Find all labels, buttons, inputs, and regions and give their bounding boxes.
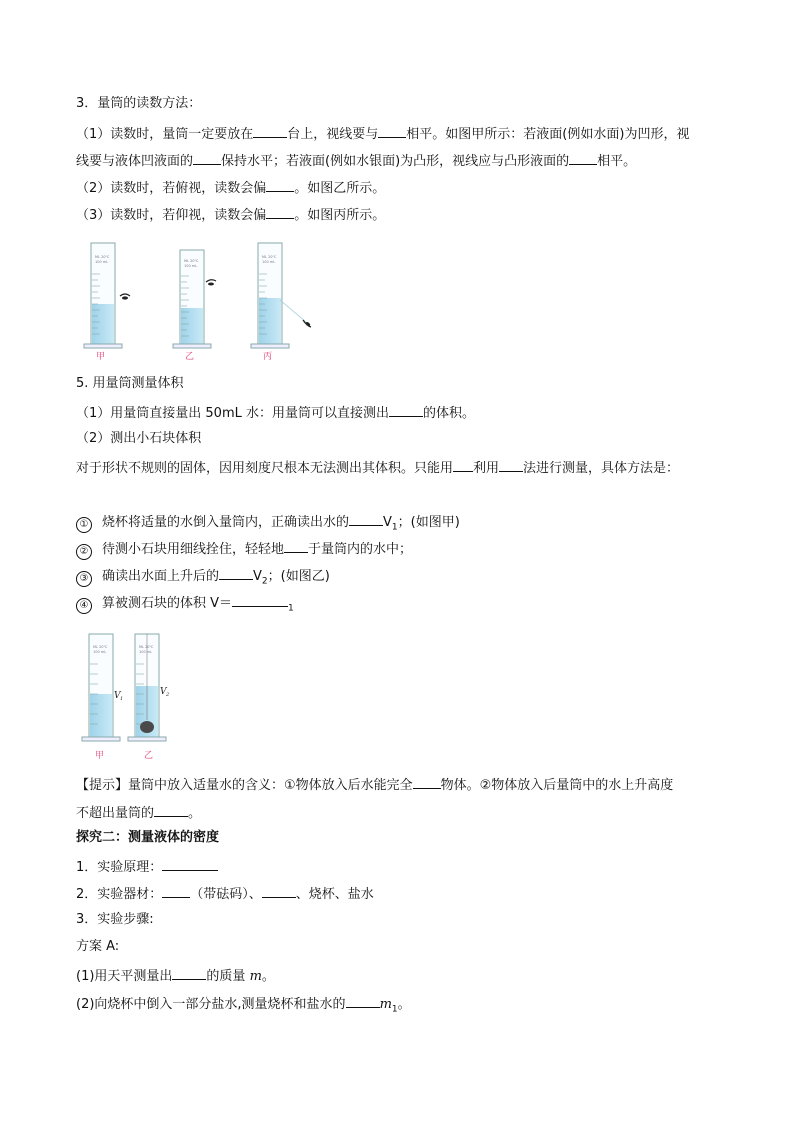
fig1-label-jia: 甲 — [96, 352, 106, 362]
eye-icon — [303, 320, 311, 327]
text: 法进行测量，具体方法是： — [523, 461, 680, 476]
text: (1)用天平测量出 — [76, 969, 173, 984]
cylinder-bing-text-1: ML 20℃ — [262, 255, 277, 259]
text: (2)向烧杯中倒入一部分盐水,测量烧杯和盐水的 — [76, 997, 346, 1012]
cylinder-yi-text-2: 100 mL — [139, 650, 153, 654]
step-number: ② — [76, 544, 92, 560]
s3-line-1 — [76, 124, 689, 143]
s3-line-3 — [76, 178, 385, 197]
cylinder-jia — [82, 634, 120, 741]
text: 。 — [261, 969, 275, 984]
text: 。如图乙所示。 — [294, 181, 386, 196]
text: 对于形状不规则的固体，因用刻度尺根本无法测出其体积。只能用 — [76, 461, 454, 476]
blank — [266, 178, 294, 192]
blank — [569, 151, 597, 165]
text: （2）读数时，若俯视，读数会偏 — [76, 181, 267, 196]
fig1-label-bing: 丙 — [263, 352, 273, 362]
eye-icon — [120, 294, 130, 300]
blank — [413, 775, 441, 789]
text: 、烧杯、盐水 — [295, 887, 374, 902]
cylinder-yi-text-2: 100 mL — [184, 264, 198, 268]
e2-a-step-2 — [76, 994, 411, 1018]
exploration-2-title: 探究二：测量液体的密度 — [76, 830, 220, 845]
text: 【提示】量筒中放入适量水的含义：①物体放入后水能完全 — [76, 778, 413, 793]
step-number: ③ — [76, 571, 92, 587]
text: V — [253, 569, 262, 584]
section-5-title: 5. 用量筒测量体积 — [76, 376, 184, 391]
text: 于量筒内的水中； — [308, 542, 413, 557]
stone — [140, 721, 154, 733]
text: 烧杯将适量的水倒入量筒内，正确读出水的 — [102, 515, 350, 530]
blank — [219, 566, 253, 580]
blank — [154, 803, 188, 817]
text: 确读出水面上升后的 — [102, 569, 220, 584]
text: m — [379, 997, 392, 1012]
text: 保持水平；若液面(例如水银面)为凸形，视线应与凸形液面的 — [221, 154, 570, 169]
s5-line-3 — [76, 458, 679, 477]
text: 。 — [188, 806, 202, 821]
e2-steps-title: 3．实验步骤: — [76, 912, 154, 927]
subscript: 1 — [391, 522, 398, 533]
cylinder-jia-text-2: 100 mL — [93, 650, 107, 654]
text: ；(如图甲) — [397, 515, 460, 530]
text: （3）读数时，若仰视，读数会偏 — [76, 208, 267, 223]
cylinder-jia-text-1: ML 20℃ — [93, 645, 108, 649]
text: （带砝码）、 — [190, 887, 262, 902]
blank — [346, 994, 380, 1008]
reading-figure — [80, 238, 340, 362]
s3-line-2 — [76, 151, 636, 170]
cylinder-jia-text-1: ML 20℃ — [95, 255, 110, 259]
text: （1）用量筒直接量出 50mL 水：用量筒可以直接测出 — [76, 406, 389, 421]
step-number: ① — [76, 517, 92, 533]
text: 。 — [397, 997, 411, 1012]
s3-line-4 — [76, 205, 385, 224]
e2-principle — [76, 857, 218, 876]
cylinder-yi-text-1: ML 20℃ — [139, 645, 154, 649]
cylinder-yi-text-1: ML 20℃ — [184, 259, 199, 263]
eye-icon — [206, 280, 216, 286]
blank — [349, 512, 383, 526]
volume-figure — [80, 628, 200, 748]
text: V — [383, 515, 392, 530]
e2-a-step-1 — [76, 966, 275, 985]
text: 的质量 — [206, 969, 250, 984]
blank — [253, 124, 287, 138]
blank — [389, 403, 423, 417]
blank — [162, 884, 190, 898]
fig2-label-yi: 乙 — [144, 751, 154, 761]
cylinder-jia — [84, 243, 122, 348]
subscript: 2 — [261, 576, 268, 587]
cylinder-bing — [251, 243, 289, 348]
blank — [266, 205, 294, 219]
s5-line-2: （2）测出小石块体积 — [76, 431, 202, 446]
subscript: 1 — [288, 603, 294, 614]
fig1-label-yi: 乙 — [185, 352, 195, 362]
v1-label-sub: 1 — [120, 696, 124, 702]
cylinder-bing-text-2: 100 mL — [262, 260, 276, 264]
blank — [262, 884, 296, 898]
text: 。如图丙所示。 — [294, 208, 386, 223]
text: 线要与液体凹液面的 — [76, 154, 194, 169]
cylinder-jia-text-2: 100 mL — [95, 260, 109, 264]
sight-line — [280, 300, 306, 322]
blank — [378, 124, 406, 138]
text: 利用 — [473, 461, 500, 476]
fig2-label-jia: 甲 — [95, 751, 105, 761]
blank — [193, 151, 221, 165]
section-3-title: 3．量筒的读数方法： — [76, 96, 202, 111]
blank — [453, 458, 473, 472]
blank — [172, 966, 206, 980]
text: 1．实验原理： — [76, 860, 163, 875]
text: 待测小石块用细线拴住，轻轻地 — [102, 542, 285, 557]
blank — [162, 857, 218, 871]
text: 算被测石块的体积 V＝ — [102, 596, 233, 611]
v2-label-sub: 2 — [166, 692, 170, 698]
e2-equipment — [76, 884, 374, 903]
step-3 — [76, 566, 330, 590]
blank — [284, 539, 308, 553]
v2-label: V — [160, 687, 167, 697]
text: 台上，视线要与 — [287, 127, 379, 142]
text: 相平。 — [597, 154, 637, 169]
text: （1）读数时，量筒一定要放在 — [76, 127, 254, 142]
text: ；(如图乙) — [267, 569, 330, 584]
step-number: ④ — [76, 598, 92, 614]
text: m — [249, 969, 262, 984]
text: 相平。如图甲所示：若液面(例如水面)为凹形，视 — [406, 127, 690, 142]
text: 2．实验器材： — [76, 887, 163, 902]
e2-plan-a: 方案 A: — [76, 939, 120, 954]
step-4 — [76, 593, 294, 617]
text: 物体。②物体放入后量筒中的水上升高度 — [440, 778, 674, 793]
step-2 — [76, 539, 412, 560]
tip-line-2 — [76, 803, 201, 822]
cylinder-yi — [173, 250, 211, 348]
text: 不超出量筒的 — [76, 806, 155, 821]
text: 的体积。 — [422, 406, 475, 421]
tip-line-1 — [76, 775, 673, 794]
step-1 — [76, 512, 460, 536]
s5-line-1 — [76, 403, 475, 422]
subscript: 1 — [391, 1004, 398, 1015]
blank — [232, 593, 288, 607]
v1-label: V — [114, 691, 121, 701]
blank — [499, 458, 523, 472]
